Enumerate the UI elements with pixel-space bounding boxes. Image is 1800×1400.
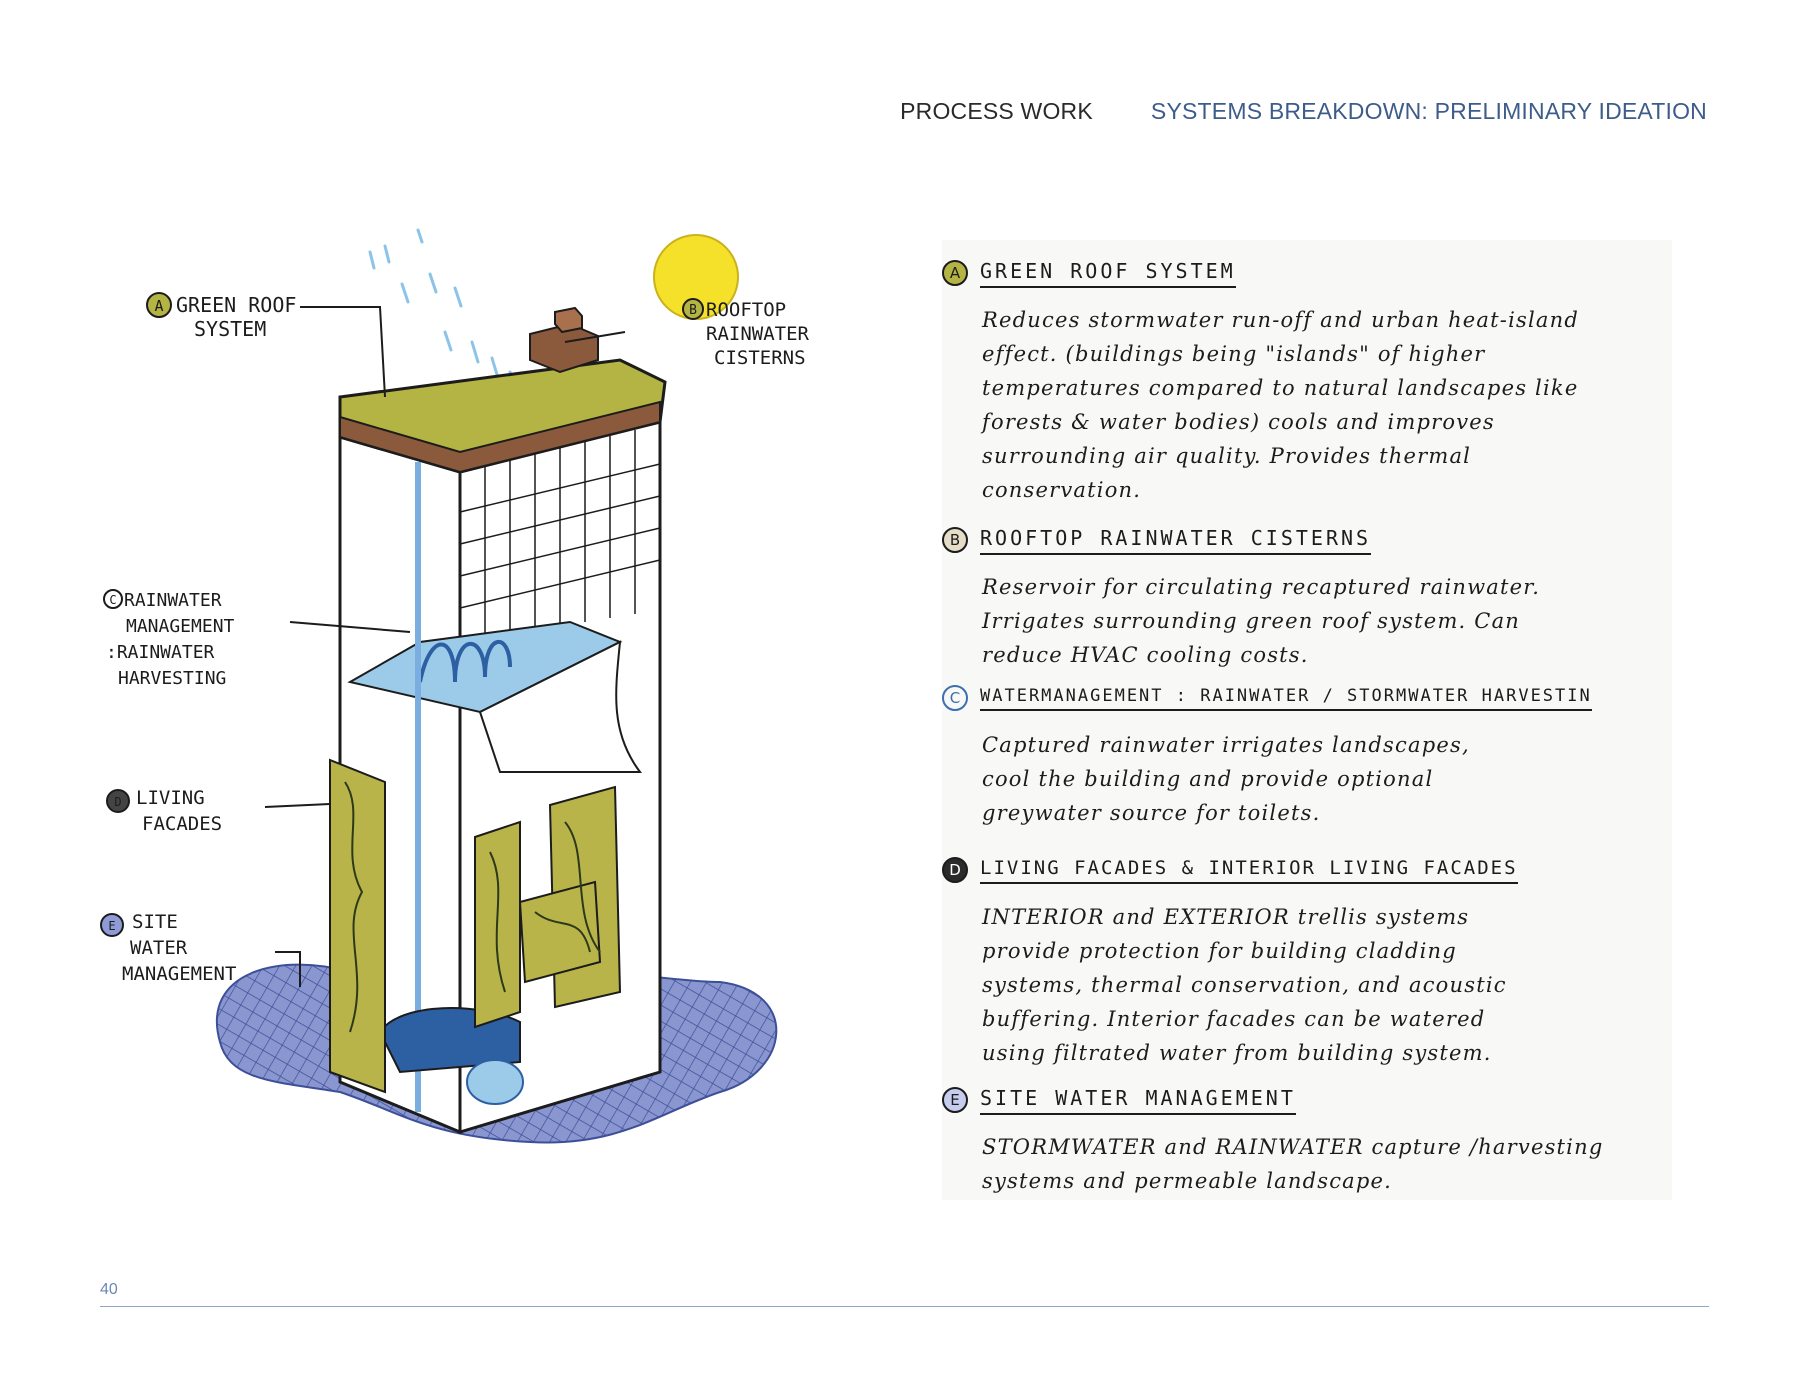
sketch-svg <box>100 212 900 1192</box>
note-site-water <box>942 1082 1672 1198</box>
svg-text:HARVESTING: HARVESTING <box>118 668 227 689</box>
note-line: STORMWATER and RAINWATER capture /harvesting <box>982 1135 1604 1159</box>
note-heading <box>942 255 1672 291</box>
note-line: conservation. <box>982 478 1142 502</box>
svg-text:D: D <box>114 795 122 809</box>
rooftop-cistern-icon <box>530 308 598 372</box>
note-badge: D <box>942 857 968 883</box>
note-rooftop-cisterns <box>942 522 1672 672</box>
note-line: Irrigates surrounding green roof system. Can <box>982 609 1521 633</box>
svg-text::RAINWATER: :RAINWATER <box>106 642 215 663</box>
note-line: surrounding air quality. Provides thermal <box>982 444 1472 468</box>
label-rainwater-management <box>104 590 235 689</box>
note-line: using filtrated water from building system. <box>982 1041 1492 1065</box>
note-water-management <box>942 680 1672 830</box>
note-heading <box>942 680 1672 716</box>
note-heading <box>942 1082 1672 1118</box>
svg-text:RAINWATER: RAINWATER <box>706 323 809 345</box>
note-title: GREEN ROOF SYSTEM <box>980 259 1236 288</box>
note-line: forests & water bodies) cools and improves <box>982 410 1495 434</box>
page-title: SYSTEMS BREAKDOWN: PRELIMINARY IDEATION <box>1150 98 1707 124</box>
note-body <box>982 728 1642 830</box>
note-body <box>982 1130 1642 1198</box>
note-badge: B <box>942 527 968 553</box>
note-line: INTERIOR and EXTERIOR trellis systems <box>982 905 1470 929</box>
svg-text:RAINWATER: RAINWATER <box>124 590 222 611</box>
note-line: effect. (buildings being "islands" of higher <box>982 342 1486 366</box>
note-title: SITE WATER MANAGEMENT <box>980 1086 1296 1115</box>
note-title: LIVING FACADES & INTERIOR LIVING FACADES <box>980 857 1518 884</box>
page-number: 40 <box>100 1281 118 1298</box>
note-heading <box>942 852 1672 888</box>
note-line: temperatures compared to natural landscapes like <box>982 376 1579 400</box>
svg-text:MANAGEMENT: MANAGEMENT <box>122 963 237 985</box>
note-line: buffering. Interior facades can be watered <box>982 1007 1486 1031</box>
svg-text:FACADES: FACADES <box>142 813 223 835</box>
note-line: provide protection for building cladding <box>982 939 1457 963</box>
svg-text:WATER: WATER <box>130 937 188 959</box>
footer-divider <box>100 1306 1709 1307</box>
label-living-facades <box>107 787 222 835</box>
label-rooftop-cisterns <box>683 299 810 369</box>
section-label: PROCESS WORK <box>900 98 1093 124</box>
svg-text:LIVING: LIVING <box>136 787 205 809</box>
svg-text:MANAGEMENT: MANAGEMENT <box>126 616 235 637</box>
label-green-roof <box>147 293 296 341</box>
page-header <box>900 98 1707 125</box>
note-title: WATERMANAGEMENT : RAINWATER / STORMWATER HARVESTIN <box>980 686 1592 711</box>
svg-text:B: B <box>689 303 697 318</box>
note-line: reduce HVAC cooling costs. <box>982 643 1309 667</box>
svg-text:GREEN ROOF: GREEN ROOF <box>176 293 297 317</box>
note-body <box>982 303 1642 507</box>
svg-text:ROOFTOP: ROOFTOP <box>706 299 787 321</box>
note-line: Reservoir for circulating recaptured rainwater. <box>982 575 1541 599</box>
note-line: systems, thermal conservation, and acoustic <box>982 973 1507 997</box>
svg-text:C: C <box>109 593 117 607</box>
note-line: greywater source for toilets. <box>982 801 1321 825</box>
note-badge: E <box>942 1087 968 1113</box>
note-badge: A <box>942 260 968 286</box>
note-badge: C <box>942 685 968 711</box>
svg-text:CISTERNS: CISTERNS <box>714 347 806 369</box>
note-line: Reduces stormwater run-off and urban heat-island <box>982 308 1579 332</box>
note-living-facades <box>942 852 1672 1070</box>
svg-text:E: E <box>108 919 116 933</box>
label-site-water <box>101 911 236 985</box>
svg-text:SYSTEM: SYSTEM <box>194 317 267 341</box>
note-heading <box>942 522 1672 558</box>
note-line: cool the building and provide optional <box>982 767 1434 791</box>
svg-text:SITE: SITE <box>132 911 178 933</box>
notes-panel <box>942 240 1672 1200</box>
svg-text:A: A <box>154 297 164 315</box>
note-body <box>982 570 1642 672</box>
note-body <box>982 900 1642 1070</box>
note-title: ROOFTOP RAINWATER CISTERNS <box>980 526 1371 555</box>
building-systems-sketch <box>100 212 900 1192</box>
note-green-roof <box>942 255 1672 507</box>
note-line: Captured rainwater irrigates landscapes, <box>982 733 1470 757</box>
note-line: systems and permeable landscape. <box>982 1169 1393 1193</box>
